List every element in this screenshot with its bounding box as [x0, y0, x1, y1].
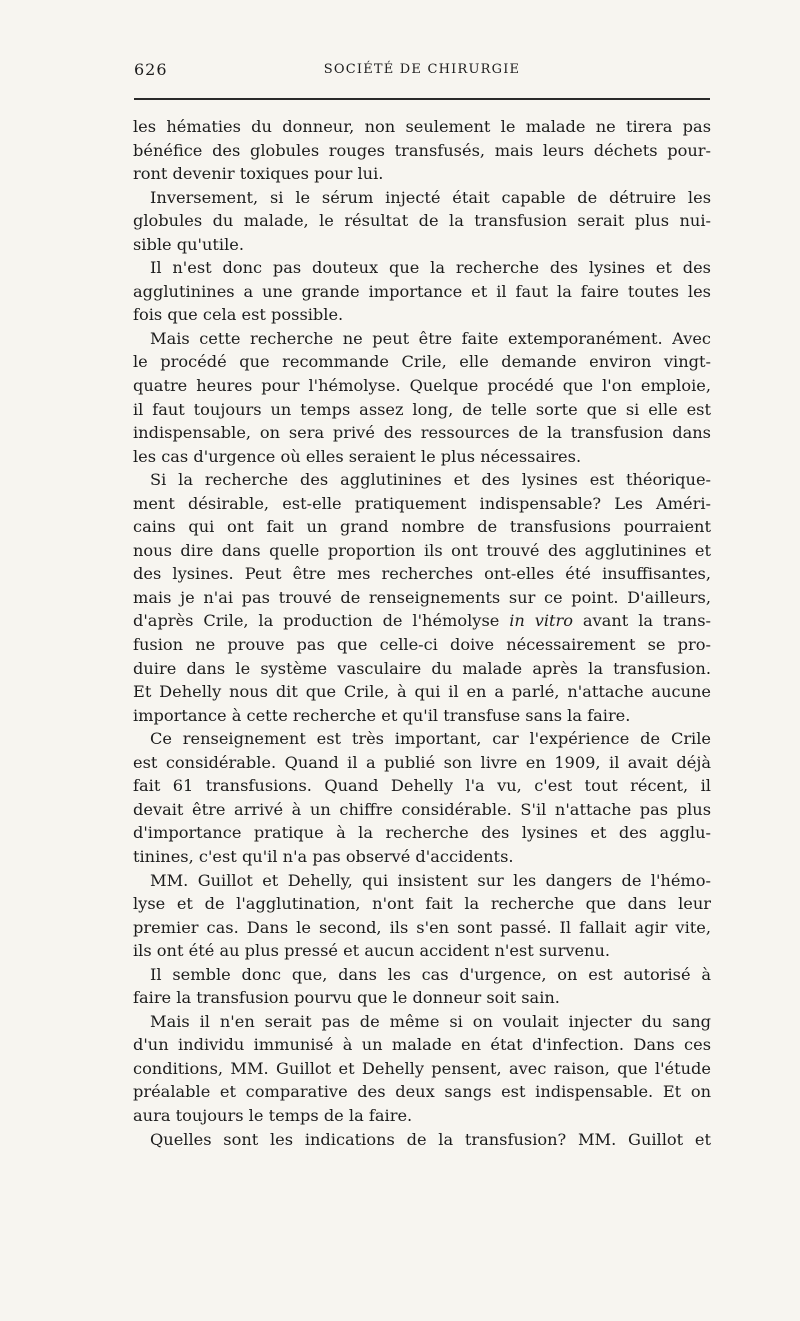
text-line: cains qui ont fait un grand nombre de transfusions pourraient: [133, 517, 711, 537]
text-line: Mais il n'en serait pas de même si on voulait injecter du sang: [150, 1011, 711, 1031]
text-line: agglutinines a une grande importance et il faut la faire toutes les: [133, 281, 711, 301]
header-rule: [134, 98, 710, 100]
text-line: bénéfice des globules rouges transfusés, mais leurs déchets pour-: [133, 140, 711, 160]
running-head: SOCIÉTÉ DE CHIRURGIE: [323, 62, 521, 77]
text-line: préalable et comparative des deux sangs est indispensable. Et on: [133, 1082, 711, 1102]
text-line: sible qu'utile.: [133, 234, 244, 254]
page-number: 626: [134, 60, 168, 79]
text-segment: avant la trans-: [573, 611, 712, 631]
text-line: Quelles sont les indications de la transfusion? MM. Guillot et: [150, 1129, 711, 1149]
text-line: premier cas. Dans le second, ils s'en sont passé. Il fallait agir vite,: [133, 917, 711, 937]
page-header: [134, 60, 710, 84]
text-line: est considérable. Quand il a publié son livre en 1909, il avait déjà: [133, 752, 711, 772]
text-line: devait être arrivé à un chiffre considérable. S'il n'attache pas plus: [133, 799, 711, 819]
text-line: Il n'est donc pas douteux que la recherche des lysines et des: [150, 258, 711, 278]
text-line: [133, 609, 711, 633]
text-line: fois que cela est possible.: [133, 305, 344, 325]
text-segment: d'après Crile, la production de l'hémolyse: [133, 611, 510, 631]
text-line: fait 61 transfusions. Quand Dehelly l'a vu, c'est tout récent, il: [133, 776, 711, 796]
text-line: les cas d'urgence où elles seraient le plus nécessaires.: [133, 446, 582, 466]
text-line: Il semble donc que, dans les cas d'urgence, on est autorisé à: [150, 964, 711, 984]
text-line: Mais cette recherche ne peut être faite extemporanément. Avec: [150, 328, 711, 348]
text-line: d'un individu immunisé à un malade en état d'infection. Dans ces: [133, 1035, 711, 1055]
text-line: les hématies du donneur, non seulement le malade ne tirera pas: [133, 117, 711, 136]
text-line: quatre heures pour l'hémolyse. Quelque procédé que l'on emploie,: [133, 376, 711, 396]
text-line: il faut toujours un temps assez long, de telle sorte que si elle est: [133, 399, 711, 419]
text-line: mais je n'ai pas trouvé de renseignements sur ce point. D'ailleurs,: [133, 587, 711, 607]
text-line: ils ont été au plus pressé et aucun accident n'est survenu.: [133, 941, 611, 961]
text-line: globules du malade, le résultat de la transfusion serait plus nui-: [133, 211, 711, 231]
text-line: conditions, MM. Guillot et Dehelly pensent, avec raison, que l'étude: [133, 1058, 711, 1078]
text-line: MM. Guillot et Dehelly, qui insistent sur les dangers de l'hémo-: [150, 870, 711, 890]
text-line: le procédé que recommande Crile, elle demande environ vingt-: [133, 352, 711, 372]
text-line: fusion ne prouve pas que celle-ci doive nécessairement se pro-: [133, 635, 711, 655]
text-line: aura toujours le temps de la faire.: [133, 1105, 413, 1125]
text-line: tinines, c'est qu'il n'a pas observé d'accidents.: [133, 846, 514, 866]
text-line: lyse et de l'agglutination, n'ont fait la recherche que dans leur: [133, 894, 711, 914]
text-line: ront devenir toxiques pour lui.: [133, 164, 384, 184]
text-line: d'importance pratique à la recherche des lysines et des agglu-: [133, 823, 711, 843]
text-line: indispensable, on sera privé des ressources de la transfusion dans: [133, 423, 711, 443]
italic-term: in vitro: [509, 611, 574, 631]
text-line: des lysines. Peut être mes recherches ont-elles été insuffisantes,: [133, 564, 711, 584]
text-line: Et Dehelly nous dit que Crile, à qui il en a parlé, n'attache aucune: [133, 682, 711, 702]
body-text: [133, 115, 711, 1151]
text-line: ment désirable, est-elle pratiquement indispensable? Les Améri-: [133, 493, 711, 513]
text-line: Ce renseignement est très important, car l'expérience de Crile: [150, 729, 711, 749]
text-line: duire dans le système vasculaire du malade après la transfusion.: [133, 658, 711, 678]
text-line: importance à cette recherche et qu'il transfuse sans la faire.: [133, 705, 631, 725]
text-line: faire la transfusion pourvu que le donneur soit sain.: [133, 988, 560, 1008]
text-line: Inversement, si le sérum injecté était capable de détruire les: [150, 187, 711, 207]
text-line: nous dire dans quelle proportion ils ont trouvé des agglutinines et: [133, 540, 711, 560]
text-line: Si la recherche des agglutinines et des lysines est théorique-: [150, 470, 711, 490]
